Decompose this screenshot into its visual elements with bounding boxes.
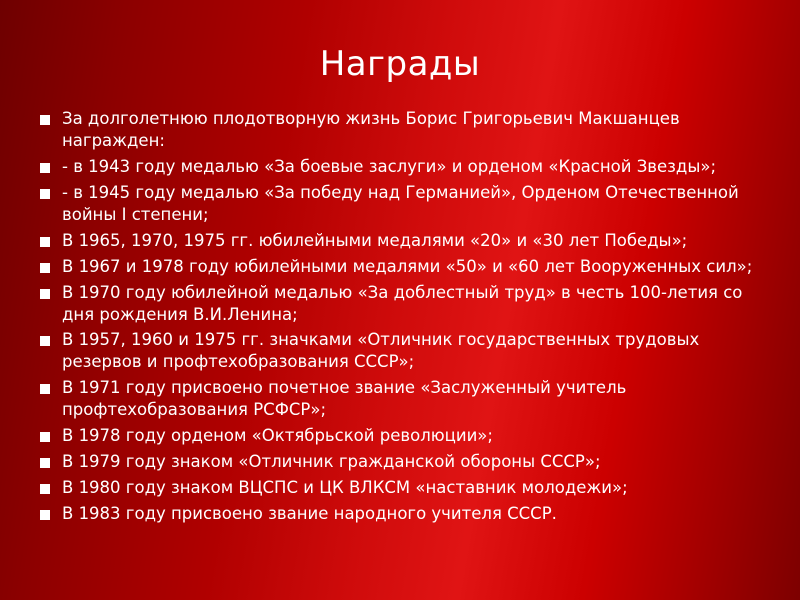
list-item bbox=[40, 282, 770, 326]
list-item-text: В 1965, 1970, 1975 гг. юбилейными медалями «20» и «30 лет Победы»; bbox=[62, 230, 688, 250]
square-bullet-icon bbox=[40, 163, 50, 173]
list-item-text: В 1978 году орденом «Октябрьской революции»; bbox=[62, 426, 493, 446]
list-item bbox=[40, 425, 770, 447]
list-item-text: В 1967 и 1978 году юбилейными медалями «50» и «60 лет Вооруженных сил»; bbox=[62, 256, 753, 276]
square-bullet-icon bbox=[40, 484, 50, 494]
page-title: Награды bbox=[319, 44, 481, 84]
list-item bbox=[40, 108, 770, 152]
list-item bbox=[40, 477, 770, 499]
list-item-text: - в 1945 году медалью «За победу над Германией», Орденом Отечественной войны I степени; bbox=[62, 182, 739, 224]
square-bullet-icon bbox=[40, 289, 50, 299]
list-item-text: В 1971 году присвоено почетное звание «Заслуженный учитель профтехобразования РСФСР»; bbox=[62, 378, 627, 420]
square-bullet-icon bbox=[40, 336, 50, 346]
list-item bbox=[40, 329, 770, 373]
list-item-text: - в 1943 году медалью «За боевые заслуги» и орденом «Красной Звезды»; bbox=[62, 156, 717, 176]
list-item-text: В 1957, 1960 и 1975 гг. значками «Отличник государственных трудовых резервов и профтехобразования СССР»; bbox=[62, 330, 700, 372]
list-item bbox=[40, 377, 770, 421]
square-bullet-icon bbox=[40, 510, 50, 520]
square-bullet-icon bbox=[40, 237, 50, 247]
list-item-text: За долголетнюю плодотворную жизнь Борис Григорьевич Макшанцев награжден: bbox=[62, 109, 680, 150]
list-item-text: В 1979 году знаком «Отличник гражданской обороны СССР»; bbox=[62, 452, 601, 472]
list-item-text: В 1983 году присвоено звание народного учителя СССР. bbox=[62, 504, 557, 523]
list-item-text: В 1980 году знаком ВЦСПС и ЦК ВЛКСМ «наставник молодежи»; bbox=[62, 478, 628, 498]
square-bullet-icon bbox=[40, 384, 50, 394]
list-item bbox=[40, 182, 770, 226]
square-bullet-icon bbox=[40, 115, 50, 125]
list-item bbox=[40, 451, 770, 473]
square-bullet-icon bbox=[40, 432, 50, 442]
square-bullet-icon bbox=[40, 458, 50, 468]
square-bullet-icon bbox=[40, 263, 50, 273]
bullet-list bbox=[40, 108, 770, 529]
square-bullet-icon bbox=[40, 189, 50, 199]
list-item bbox=[40, 156, 770, 178]
list-item bbox=[40, 230, 770, 252]
list-item bbox=[40, 503, 770, 525]
list-item bbox=[40, 256, 770, 278]
list-item-text: В 1970 году юбилейной медалью «За доблестный труд» в честь 100-летия со дня рождения В.И.Ленина; bbox=[62, 282, 743, 324]
